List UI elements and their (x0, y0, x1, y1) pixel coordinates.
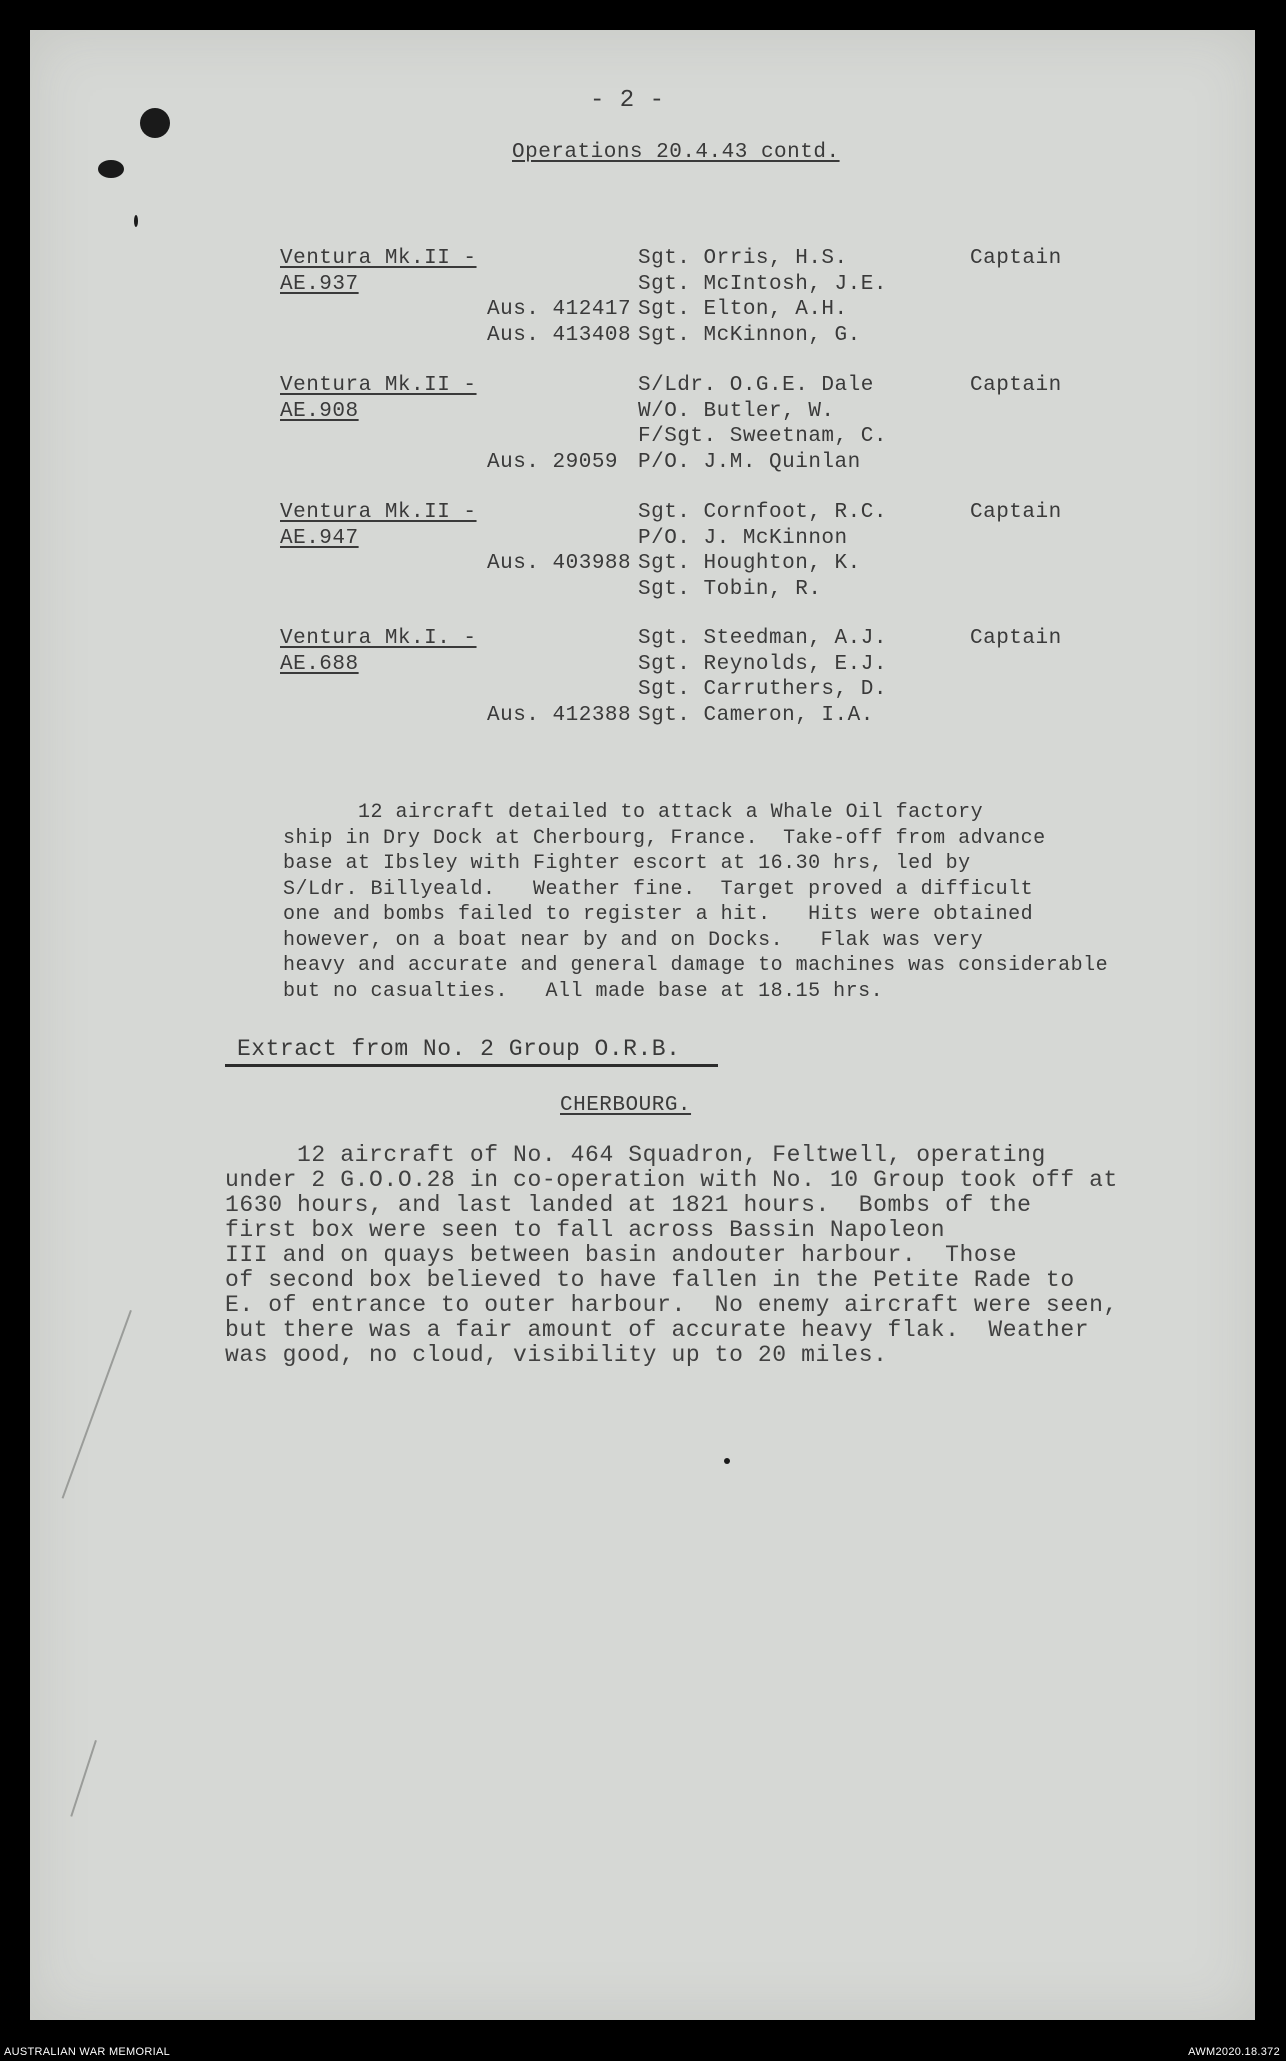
crew-member: P/O. J. McKinnon (638, 526, 848, 550)
aircraft-name: Ventura Mk.I. - (280, 627, 477, 650)
extract-line: 1630 hours, and last landed at 1821 hours. Bombs of the (225, 1192, 1032, 1218)
crew-role: Captain (970, 501, 1062, 524)
crew-member: W/O. Butler, W. (638, 399, 835, 423)
crew-member: S/Ldr. O.G.E. Dale (638, 374, 874, 397)
ink-speck (134, 215, 138, 227)
header-title: Operations 20.4.43 contd. (512, 141, 840, 164)
crew-role: Captain (970, 247, 1062, 270)
extract-line: but there was a fair amount of accurate heavy flak. Weather (225, 1317, 1090, 1343)
page-number: - 2 - (590, 87, 665, 114)
extract-line: III and on quays between basin andouter harbour. Those (225, 1242, 1018, 1268)
crew-member: Sgt. Reynolds, E.J. (638, 652, 887, 676)
extract-title-underline (225, 1064, 718, 1067)
summary-line: 12 aircraft detailed to attack a Whale Oil factory (283, 801, 984, 824)
footer-left: AUSTRALIAN WAR MEMORIAL (4, 2046, 171, 2058)
extract-line: E. of entrance to outer harbour. No enemy aircraft were seen, (225, 1292, 1118, 1318)
summary-paragraph (283, 800, 1108, 1004)
crew-member: Sgt. McKinnon, G. (638, 323, 861, 347)
ink-speck (724, 1458, 730, 1464)
extract-subtitle: CHERBOURG. (560, 1094, 692, 1117)
summary-line: however, on a boat near by and on Docks. Flak was very (283, 928, 984, 952)
extract-paragraph (225, 1143, 1118, 1368)
crew-member: Sgt. Carruthers, D. (638, 678, 887, 701)
summary-line: ship in Dry Dock at Cherbourg, France. Take-off from advance (283, 826, 1046, 850)
crew-member: Sgt. Elton, A.H. (638, 298, 848, 321)
extract-line: was good, no cloud, visibility up to 20 miles. (225, 1342, 888, 1368)
crew-member: Sgt. Orris, H.S. (638, 247, 848, 270)
punch-hole-mark (140, 108, 170, 138)
footer-right: AWM2020.18.372 (1188, 2046, 1280, 2058)
service-number: Aus. 412388 (487, 703, 632, 727)
extract-line: under 2 G.O.O.28 in co-operation with No. 10 Group took off at (225, 1167, 1118, 1193)
aircraft-name: Ventura Mk.II - (280, 501, 477, 524)
aircraft-serial: AE.688 (280, 652, 359, 676)
service-number: Aus. 403988 (487, 552, 632, 575)
summary-line: one and bombs failed to register a hit. Hits were obtained (283, 903, 1034, 926)
service-number: Aus. 412417 (487, 298, 632, 321)
crew-role: Captain (970, 627, 1062, 650)
extract-line: first box were seen to fall across Bassin Napoleon (225, 1217, 946, 1243)
crew-role: Captain (970, 374, 1062, 397)
crew-member: Sgt. Houghton, K. (638, 552, 861, 575)
aircraft-serial: AE.908 (280, 399, 359, 423)
service-number: Aus. 413408 (487, 323, 632, 347)
aircraft-name: Ventura Mk.II - (280, 374, 477, 397)
extract-line: of second box believed to have fallen in the Petite Rade to (225, 1267, 1075, 1293)
service-number: Aus. 29059 (487, 450, 619, 474)
crew-member: Sgt. Cornfoot, R.C. (638, 501, 887, 524)
extract-line: 12 aircraft of No. 464 Squadron, Feltwell, operating (225, 1142, 1046, 1168)
summary-line: heavy and accurate and general damage to machines was considerable (283, 954, 1109, 977)
crew-member: Sgt. Steedman, A.J. (638, 627, 887, 650)
summary-line: but no casualties. All made base at 18.15 hrs. (283, 979, 884, 1003)
aircraft-serial: AE.937 (280, 272, 359, 296)
extract-title: Extract from No. 2 Group O.R.B. (237, 1036, 681, 1062)
summary-line: S/Ldr. Billyeald. Weather fine. Target proved a difficult (283, 877, 1034, 901)
crew-member: F/Sgt. Sweetnam, C. (638, 425, 887, 448)
crew-member: Sgt. Cameron, I.A. (638, 703, 874, 727)
aircraft-serial: AE.947 (280, 526, 359, 550)
crew-member: Sgt. McIntosh, J.E. (638, 272, 887, 296)
aircraft-name: Ventura Mk.II - (280, 247, 477, 270)
summary-line: base at Ibsley with Fighter escort at 16.30 hrs, led by (283, 852, 971, 875)
crew-member: Sgt. Tobin, R. (638, 577, 822, 601)
punch-hole-mark (98, 160, 124, 178)
crew-member: P/O. J.M. Quinlan (638, 450, 861, 474)
